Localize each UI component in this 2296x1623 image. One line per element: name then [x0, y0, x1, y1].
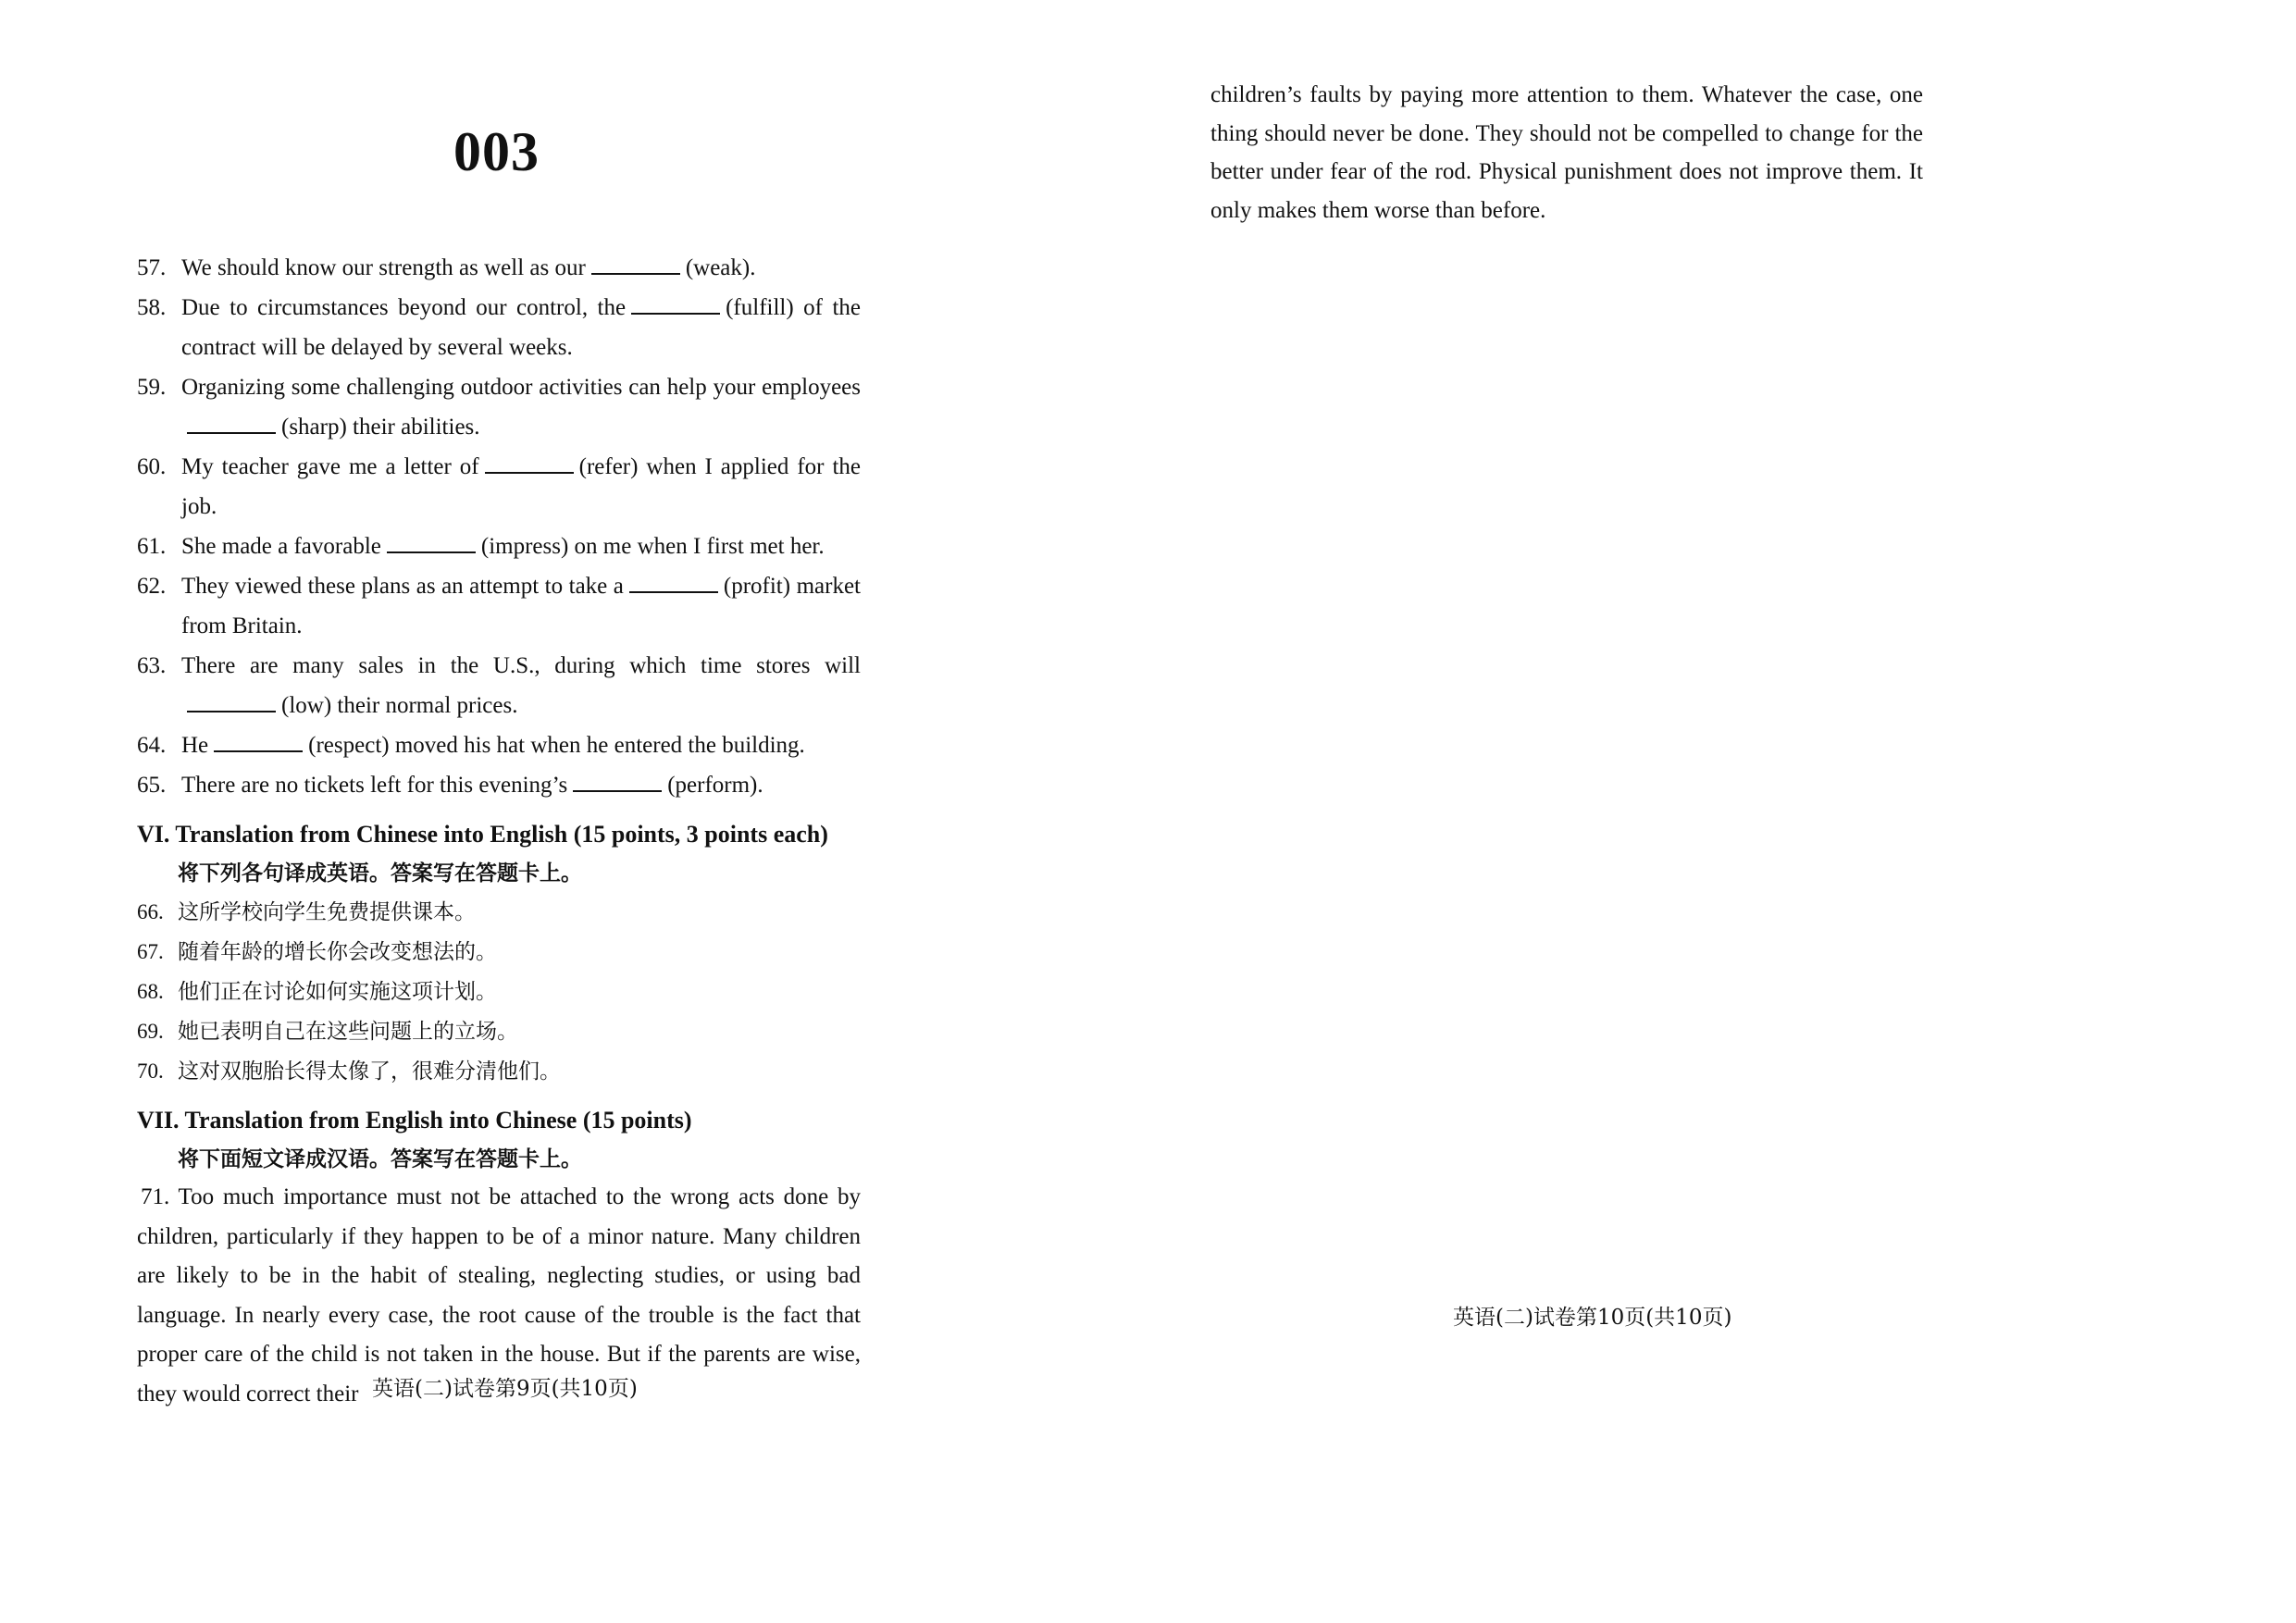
- question-64: 64. He (respect) moved his hat when he entered the building.: [137, 725, 861, 765]
- section-vi: [137, 814, 861, 1091]
- question-69: 69. 她已表明自己在这些问题上的立场。: [137, 1020, 518, 1043]
- translation-passage-continued: children’s faults by paying more attention to them. Whatever the case, one thing should never be done. They should not be compelled to change for the better under fear of the rod. Physical punishment does not improve them. It only makes them worse than before.: [1210, 82, 1923, 223]
- page-footer: 英语(二)试卷第9页(共10页): [372, 1377, 638, 1401]
- section-vii: [137, 1100, 861, 1414]
- answer-blank: [214, 728, 303, 752]
- section-instruction: 将下列各句译成英语。答案写在答题卡上。: [178, 861, 582, 885]
- page-footer: 英语(二)试卷第10页(共10页): [1453, 1306, 1732, 1330]
- left-column: [137, 248, 861, 1414]
- question-60: 60. My teacher gave me a letter of (refer) when I applied for the job.: [137, 447, 861, 527]
- section-title: VI. Translation from Chinese into English (15 points, 3 points each): [137, 821, 828, 848]
- translation-passage: 71. Too much importance must not be attached to the wrong acts done by children, particularly if they happen to be of a minor nature. Many children are likely to be in the habit of stealing, neglecting studies, or using bad language. In nearly every case, the root cause of the trouble is the fact that proper care of the child is not taken in the house. But if the parents are wise, they would correct their: [137, 1184, 861, 1406]
- question-59: 59. Organizing some challenging outdoor activities can help your employees(sharp) their abilities.: [137, 375, 861, 440]
- answer-blank: [573, 768, 662, 792]
- right-column: [1210, 76, 1923, 229]
- paper-code: 003: [453, 121, 540, 182]
- answer-blank: [387, 529, 476, 553]
- section-instruction: 将下面短文译成汉语。答案写在答题卡上。: [178, 1147, 582, 1171]
- fill-in-list: [137, 248, 861, 805]
- answer-blank: [631, 291, 720, 315]
- answer-blank: [187, 688, 276, 712]
- answer-blank: [485, 450, 574, 474]
- question-65: 65. There are no tickets left for this evening’s (perform).: [137, 765, 861, 805]
- question-66: 66. 这所学校向学生免费提供课本。: [137, 900, 476, 923]
- question-63: 63. There are many sales in the U.S., during which time stores will(low) their normal prices.: [137, 653, 861, 718]
- question-61: 61. She made a favorable (impress) on me when I first met her.: [137, 527, 861, 566]
- answer-blank: [591, 251, 680, 275]
- exam-page-10: [1148, 0, 2296, 1623]
- answer-blank: [187, 410, 276, 434]
- question-68: 68. 他们正在讨论如何实施这项计划。: [137, 980, 497, 1003]
- question-57: 57. We should know our strength as well as our (weak).: [137, 248, 861, 288]
- section-title: VII. Translation from English into Chinese (15 points): [137, 1107, 692, 1134]
- question-62: 62. They viewed these plans as an attempt to take a (profit) market from Britain.: [137, 566, 861, 646]
- question-58: 58. Due to circumstances beyond our control, the (fulfill) of the contract will be delayed by several weeks.: [137, 288, 861, 367]
- question-67: 67. 随着年龄的增长你会改变想法的。: [137, 940, 497, 963]
- answer-blank: [629, 569, 718, 593]
- question-70: 70. 这对双胞胎长得太像了，很难分清他们。: [137, 1059, 561, 1083]
